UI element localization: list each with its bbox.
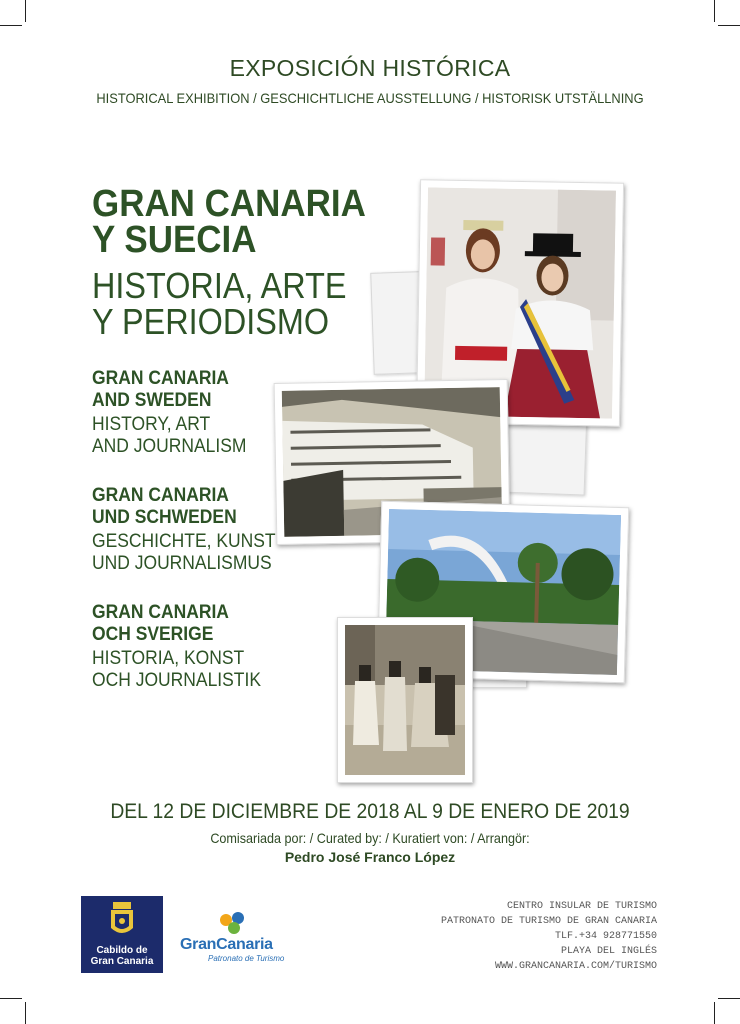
main-title	[92, 183, 386, 261]
crop-mark	[714, 0, 715, 22]
coat-of-arms-icon	[81, 896, 163, 946]
contact-line: CENTRO INSULAR DE TURISMO	[506, 901, 657, 912]
lang-desc-line2: UND JOURNALISMUS	[92, 553, 272, 574]
lang-desc-line1: GESCHICHTE, KUNST	[92, 531, 276, 552]
blank-photo-card	[370, 271, 424, 375]
crop-mark	[718, 998, 740, 999]
contact-info	[441, 899, 657, 974]
crop-mark	[718, 25, 740, 26]
lang-block-swedish	[92, 602, 352, 692]
grancanaria-swirl-icon	[214, 910, 254, 936]
photo-historic-procession-image	[345, 625, 465, 775]
crop-mark	[0, 998, 22, 999]
contact-line: PLAYA DEL INGLÉS	[560, 946, 657, 957]
crop-mark	[714, 1002, 715, 1024]
lang-desc-line2: AND JOURNALISM	[92, 436, 247, 457]
main-title-line2: Y SUECIA	[92, 219, 257, 261]
lang-name	[92, 602, 331, 646]
photo-historic-procession	[337, 617, 473, 783]
main-subtitle	[92, 265, 380, 342]
main-subtitle-line2: Y PERIODISMO	[92, 301, 330, 342]
crop-mark	[0, 25, 22, 26]
header-subtitle: HISTORICAL EXHIBITION / GESCHICHTLICHE AUSSTELLUNG / HISTORISK UTSTÄLLNING	[96, 90, 644, 106]
crop-mark	[25, 0, 26, 22]
cabildo-line1: Cabildo de	[96, 945, 148, 956]
lang-desc	[92, 648, 331, 692]
lang-name-line1: GRAN CANARIA	[92, 368, 229, 389]
main-title-line1: GRAN CANARIA	[92, 183, 366, 225]
main-subtitle-line1: HISTORIA, ARTE	[92, 265, 347, 306]
contact-line: PATRONATO DE TURISMO DE GRAN CANARIA	[440, 916, 657, 927]
grancanaria-logo	[180, 910, 290, 965]
lang-name-line1: GRAN CANARIA	[92, 485, 229, 506]
grancanaria-logo-tagline: Patronato de Turismo	[208, 954, 285, 963]
crop-mark	[25, 1002, 26, 1024]
lang-name-line2: AND SWEDEN	[92, 390, 212, 411]
lang-desc-line1: HISTORIA, KONST	[92, 648, 245, 669]
exhibition-dates: DEL 12 DE DICIEMBRE DE 2018 AL 9 DE ENERO DE 2019	[110, 800, 630, 823]
contact-website: WWW.GRANCANARIA.COM/TURISMO	[494, 961, 657, 972]
header-title: EXPOSICIÓN HISTÓRICA	[229, 55, 511, 81]
cabildo-logo	[81, 896, 163, 973]
lang-name-line2: OCH SVERIGE	[92, 624, 214, 645]
contact-phone: TLF.+34 928771550	[554, 931, 657, 942]
lang-name-line2: UND SCHWEDEN	[92, 507, 237, 528]
curated-by-label: Comisariada por: / Curated by: / Kuratiert von: / Arrangör:	[210, 830, 530, 846]
curator-name: Pedro José Franco López	[284, 849, 456, 865]
lang-desc-line2: OCH JOURNALISTIK	[92, 670, 262, 691]
lang-desc-line1: HISTORY, ART	[92, 414, 211, 435]
grancanaria-logo-name: GranCanaria	[180, 936, 273, 953]
cabildo-logo-text	[81, 945, 163, 967]
lang-name-line1: GRAN CANARIA	[92, 602, 229, 623]
cabildo-line2: Gran Canaria	[90, 956, 154, 967]
